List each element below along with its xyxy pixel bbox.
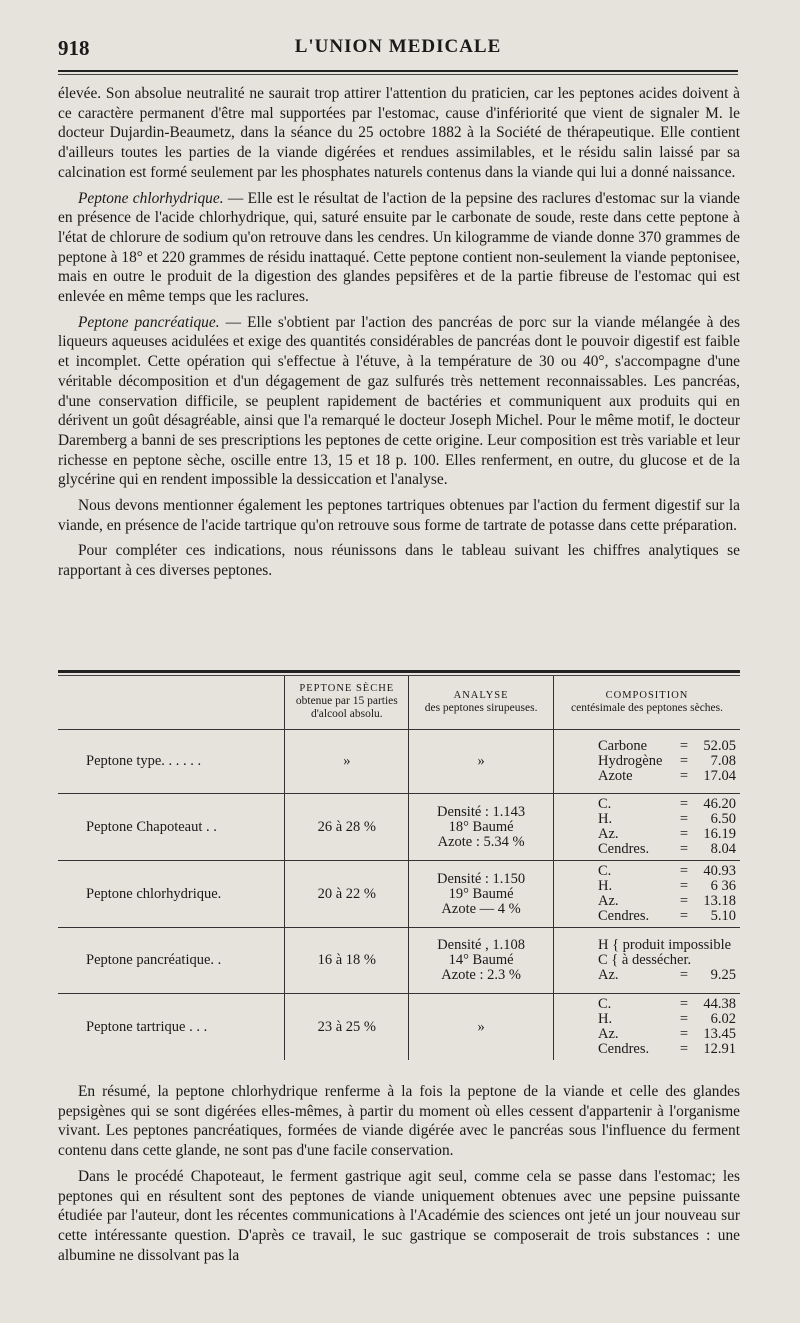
element-value: 8.04 — [710, 841, 736, 857]
table — [58, 676, 740, 1060]
cell-peptone-name: Peptone tartrique . . . — [86, 1018, 208, 1035]
header-title: ANALYSE — [453, 689, 509, 701]
analysis-line: Azote — 4 % — [441, 900, 521, 917]
cell-dry-peptone: 20 à 22 % — [285, 861, 409, 928]
composition-line — [598, 812, 736, 827]
header-cell-analysis — [409, 676, 554, 730]
analysis-line: Azote : 5.34 % — [437, 833, 525, 850]
analysis-line: 18° Baumé — [448, 818, 514, 835]
element-value: 13.18 — [703, 893, 736, 909]
table-header-row — [58, 676, 740, 730]
analysis-line: 19° Baumé — [448, 885, 514, 902]
header-subtitle: des peptones sirupeuses. — [424, 701, 538, 714]
composition-line — [598, 842, 736, 857]
composition-line — [598, 754, 736, 769]
cell-peptone-name: Peptone pancréatique. . — [58, 928, 285, 994]
element-name: H. — [598, 1011, 613, 1027]
element-value: 16.19 — [703, 826, 736, 842]
table-row — [58, 928, 740, 994]
cell-composition — [554, 928, 741, 994]
equals-sign: = — [679, 908, 689, 924]
table-body — [58, 730, 740, 1061]
cell-analysis — [409, 861, 554, 928]
composition-line — [598, 797, 736, 812]
header-subtitle: obtenue par 15 parties d'alcool absolu. — [295, 695, 398, 720]
page-number: 918 — [58, 36, 90, 60]
paragraph-title: Peptone chlorhydrique. — [78, 189, 224, 207]
element-value: 6.02 — [710, 1011, 736, 1027]
element-name: H. — [598, 811, 613, 827]
analysis-line: » — [477, 753, 485, 769]
analysis-line: Densité , 1.108 — [437, 937, 525, 953]
equals-sign: = — [679, 753, 689, 769]
table-row — [58, 730, 740, 794]
header-title: PEPTONE SÈCHE — [299, 683, 395, 694]
analysis-line: » — [477, 1018, 485, 1035]
composition-note: C { à dessécher. — [598, 952, 692, 968]
equals-sign: = — [679, 811, 689, 827]
cell-peptone-name: Peptone type. . . . . . — [58, 730, 285, 794]
element-name: Cendres. — [598, 1041, 650, 1057]
composition-line — [598, 864, 736, 879]
table-row — [58, 794, 740, 861]
equals-sign: = — [679, 863, 689, 879]
composition-line — [598, 739, 736, 754]
element-value: 40.93 — [703, 863, 736, 879]
element-name: Az. — [598, 826, 619, 842]
element-name: Azote — [598, 768, 633, 784]
element-value: 5.10 — [710, 908, 736, 924]
equals-sign: = — [679, 796, 689, 812]
equals-sign: = — [679, 878, 689, 894]
cell-peptone-name: Peptone Chapoteaut . . — [58, 794, 285, 861]
paragraph-resume: En résumé, la peptone chlorhydrique renferme à la fois la peptone de la viande et celle des glandes pepsigènes qui se sont digérées elles-mêmes, à partir du moment où elles cessent d'appartenir à l'organisme vivant. Les peptones pancréatiques, formées de viande digérée avec le pancréas sous l'influence du ferment contenu dans cette glande, ne sont pas d'une facile conservation. — [58, 1083, 740, 1160]
element-value: 6.50 — [710, 811, 736, 827]
paragraph-peptone-tartrique: Nous devons mentionner également les peptones tartriques obtenues par l'action du ferment digestif sur la viande, en présence de l'acide tartrique qu'on retrouve sous forme de tartrate de potasse dans cette préparation. — [58, 497, 740, 534]
cell-analysis — [409, 994, 554, 1061]
equals-sign: = — [679, 1041, 689, 1057]
equals-sign: = — [679, 996, 689, 1012]
composition-line — [598, 1027, 736, 1042]
element-value: 7.08 — [710, 753, 736, 769]
element-value: 9.25 — [710, 967, 736, 983]
element-name: Carbone — [598, 738, 648, 754]
paragraph-body: — Elle s'obtient par l'action des pancréas de porc sur la viande mélangée à des liqueurs aqueuses acidulées et exige des quantités considérables de pancréas dont le pouvoir digestif est faible et incomplet. Cette opération qui s'effectue à l'étuve, à la température de 30 ou 40°, s'accompagne d'une véritable décomposition et d'un dégagement de gaz sulfurés très nettement reconnaissables. Les pancréas, d'une conservation difficile, se peuplent rapidement de bactéries et communiquent aux produits qui en dérivent un goût désagréable, ainsi que l'a remarqué le docteur Joseph Michel. Pour le même motif, le docteur Daremberg a banni de ses prescriptions les peptones de cette origine. Leur composition est très variable et leur richesse en peptone sèche, oscille entre 13, 15 et 18 p. 100. Elles renferment, en outre, du glucose et de la glycérine qui en rendent impossible la dessiccation et l'analyse. — [58, 313, 740, 489]
element-value: 13.45 — [703, 1026, 736, 1042]
cell-analysis — [409, 794, 554, 861]
analysis-line: Densité : 1.150 — [436, 870, 526, 887]
element-name: C. — [598, 796, 612, 812]
element-name: Cendres. — [598, 908, 650, 924]
equals-sign: = — [679, 738, 689, 754]
element-value: 17.04 — [703, 768, 736, 784]
analysis-line: Azote : 2.3 % — [441, 967, 521, 983]
element-value: 44.38 — [703, 996, 736, 1012]
paragraph-peptone-pancreatique — [58, 313, 740, 490]
composition-line — [598, 997, 736, 1012]
header-rule-thin — [58, 74, 738, 75]
header-cell-composition — [554, 676, 741, 730]
paragraph-body: — Elle est le résultat de l'action de la pepsine des raclures d'estomac sur la viande en présence de l'acide chlorhydrique, qui, saturé ensuite par le carbonate de soude, reste dans cette peptone à l'état de chlorure de sodium qu'on retrouve dans les cendres. Un kilogramme de viande donne 370 grammes de peptone à 18° et 220 grammes de résidu inattaqué. Cette peptone contient non-seulement la viande peptonisee, mais en outre le produit de la digestion des glandes pepsifères et de la partie fibreuse de l'estomac qui est enlevée en même temps que les raclures. — [58, 189, 740, 306]
cell-dry-peptone: » — [285, 730, 409, 794]
cell-composition — [554, 730, 741, 794]
cell-dry-peptone: 26 à 28 % — [285, 794, 409, 861]
element-name: Hydrogène — [598, 753, 663, 769]
paragraph-chapoteaut: Dans le procédé Chapoteaut, le ferment gastrique agit seul, comme cela se passe dans l'estomac; les peptones qui en résultent sont des peptones de viande uniquement obtenues avec une pepsine puissante étudiée par l'auteur, dont les récentes communications à l'Académie des sciences ont jeté un jour nouveau sur cette intéressante question. D'après ce travail, le suc gastrique se composerait de trois substances : une albumine ne dissolvant pas la — [58, 1167, 740, 1264]
element-name: Az. — [598, 1026, 619, 1042]
composition-line — [598, 827, 736, 842]
cell-dry-peptone: 23 à 25 % — [285, 994, 409, 1061]
cell-analysis — [409, 928, 554, 994]
element-value: 6 36 — [710, 878, 736, 894]
cell-analysis — [409, 730, 554, 794]
equals-sign: = — [679, 826, 689, 842]
equals-sign: = — [679, 841, 689, 857]
header-cell-dry — [285, 676, 409, 730]
composition-line — [598, 879, 736, 894]
equals-sign: = — [679, 768, 689, 784]
element-value: 12.91 — [703, 1041, 736, 1057]
table-rule-top — [58, 670, 740, 673]
body-text-bottom — [58, 1082, 740, 1271]
cell-composition — [554, 861, 741, 928]
equals-sign: = — [679, 1011, 689, 1027]
composition-line — [598, 968, 736, 983]
page-header — [58, 36, 738, 66]
peptone-table — [58, 670, 740, 1060]
equals-sign: = — [679, 1026, 689, 1042]
cell-dry-peptone: 16 à 18 % — [285, 928, 409, 994]
table-row — [58, 994, 740, 1061]
table-row — [58, 861, 740, 928]
paragraph-peptone-chlorhydrique — [58, 189, 740, 307]
paragraph-table-intro: Pour compléter ces indications, nous réunissons dans le tableau suivant les chiffres analytiques se rapportant à ces diverses peptones. — [58, 542, 740, 580]
composition-line — [598, 909, 736, 924]
element-name: C. — [598, 996, 612, 1012]
analysis-line: Densité : 1.143 — [436, 803, 526, 820]
cell-composition — [554, 794, 741, 861]
header-cell-name — [58, 676, 285, 730]
composition-note: H { produit impossible — [598, 937, 732, 953]
paragraph-continuation: élevée. Son absolue neutralité ne saurait trop attirer l'attention du praticien, car les peptones acides doivent à ce caractère permanent d'être mal supportées par l'estomac, cause d'infériorité que vient de signaler M. le docteur Dujardin-Beaumetz, dans la séance du 25 octobre 1882 à la Société de thérapeutique. Elle contient d'ailleurs toutes les parties de la viande digérées et rendues assimilables, et le résidu salin laissé par sa calcination est formé seulement par les phosphates naturels contenus dans la viande qui lui a donné naissance. — [58, 85, 740, 181]
composition-line — [598, 1042, 736, 1057]
element-value: 46.20 — [703, 796, 736, 812]
composition-line — [598, 1012, 736, 1027]
element-name: H. — [598, 878, 613, 894]
element-value: 52.05 — [703, 738, 736, 754]
body-text-top — [58, 84, 740, 587]
cell-peptone-name: Peptone chlorhydrique. — [58, 861, 285, 928]
analysis-line: 14° Baumé — [448, 952, 514, 968]
header-subtitle: centésimale des peptones sèches. — [571, 701, 723, 714]
equals-sign: = — [679, 893, 689, 909]
element-name: Az. — [598, 893, 619, 909]
equals-sign: = — [679, 967, 689, 983]
element-name: C. — [598, 863, 612, 879]
composition-line — [598, 894, 736, 909]
header-title: COMPOSITION — [605, 689, 689, 701]
paragraph-title: Peptone pancréatique. — [78, 313, 220, 331]
element-name: Cendres. — [598, 841, 650, 857]
composition-line — [598, 769, 736, 784]
header-rule — [58, 70, 738, 72]
running-title: L'UNION MEDICALE — [294, 36, 502, 57]
element-name: Az. — [598, 967, 619, 983]
cell-composition — [554, 994, 741, 1061]
